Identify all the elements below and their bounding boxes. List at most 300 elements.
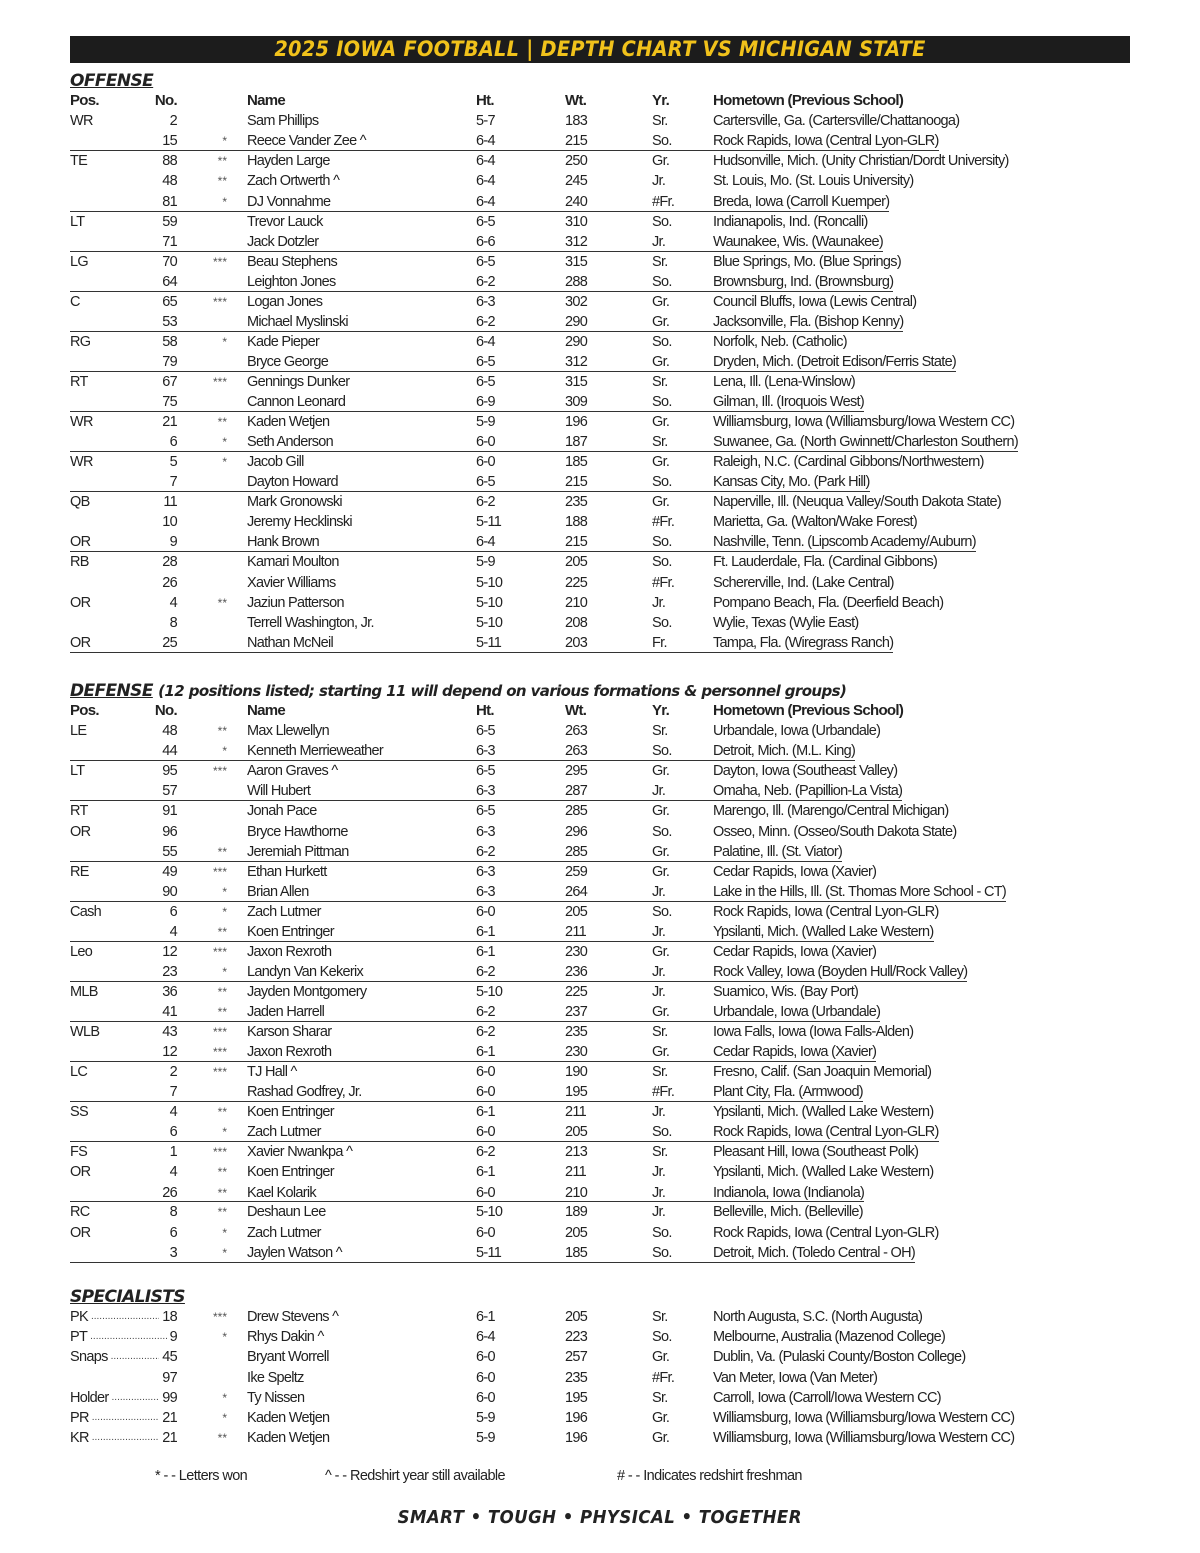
year: Jr. [652, 923, 666, 940]
column-header-row [70, 91, 903, 111]
height: 5-9 [476, 1409, 495, 1426]
position-cell [70, 1408, 177, 1428]
hometown: Jacksonville, Fla. (Bishop Kenny) [713, 313, 904, 330]
player-name: Ike Speltz [247, 1369, 304, 1386]
year: #Fr. [652, 574, 675, 591]
letters: ** [217, 724, 227, 739]
player-name: Jayden Montgomery [247, 983, 367, 1000]
player-row [70, 1347, 966, 1367]
number: 79 [162, 353, 177, 370]
letters: * [222, 334, 227, 349]
height: 6-5 [476, 373, 495, 390]
weight: 183 [565, 113, 588, 130]
height: 6-0 [476, 1389, 495, 1406]
weight: 205 [565, 1224, 588, 1241]
column-header-wt: Wt. [565, 92, 587, 109]
height: 5-9 [476, 1430, 495, 1447]
height: 6-1 [476, 1104, 495, 1121]
number: 45 [162, 1349, 177, 1366]
weight: 245 [565, 173, 588, 190]
height: 6-5 [476, 213, 495, 230]
number: 99 [162, 1389, 177, 1406]
player-name: Zach Lutmer [247, 1224, 321, 1241]
position: Cash [70, 903, 102, 920]
year: So. [652, 273, 672, 290]
number: 95 [162, 763, 177, 780]
weight: 215 [565, 534, 588, 551]
letters: ** [217, 1185, 227, 1200]
letters: ** [217, 1005, 227, 1020]
player-row [70, 1042, 876, 1062]
legend-letters: * - - Letters won [155, 1468, 248, 1484]
height: 6-3 [476, 293, 495, 310]
letters: * [222, 1245, 227, 1260]
player-row [70, 151, 1009, 171]
hometown: Omaha, Neb. (Papillion-La Vista) [713, 783, 903, 800]
weight: 213 [565, 1144, 588, 1161]
hometown: Lake in the Hills, Ill. (St. Thomas More School - CT) [713, 883, 1007, 900]
player-name: Zach Lutmer [247, 1124, 321, 1141]
year: Sr. [652, 1023, 668, 1040]
player-name: Jaden Harrell [247, 1004, 325, 1021]
player-row [70, 252, 901, 272]
number: 97 [162, 1369, 177, 1386]
weight: 196 [565, 413, 588, 430]
year: Sr. [652, 373, 668, 390]
player-name: Kaden Wetjen [247, 1409, 330, 1426]
page-title: 2025 IOWA FOOTBALL | DEPTH CHART VS MICHIGAN STATE [274, 37, 926, 61]
number: 91 [162, 803, 177, 820]
number: 8 [169, 1204, 177, 1221]
number: 64 [162, 273, 177, 290]
position-cell [70, 1368, 177, 1388]
position: PK [70, 1309, 88, 1325]
number: 41 [162, 1004, 177, 1021]
legend-redshirt: ^ - - Redshirt year still available [325, 1468, 506, 1484]
year: So. [652, 133, 672, 150]
year: Gr. [652, 293, 670, 310]
column-header-yr: Yr. [652, 92, 670, 109]
year: So. [652, 333, 672, 350]
position: RB [70, 554, 89, 571]
hometown: Ypsilanti, Mich. (Walled Lake Western) [713, 923, 934, 940]
player-row [70, 822, 957, 842]
position-cell [70, 1327, 177, 1347]
year: So. [652, 213, 672, 230]
year: Jr. [652, 173, 666, 190]
hometown: Cedar Rapids, Iowa (Xavier) [713, 943, 877, 960]
number: 49 [162, 863, 177, 880]
player-name: Jonah Pace [247, 803, 317, 820]
hometown: Marengo, Ill. (Marengo/Central Michigan) [713, 803, 949, 820]
player-row [70, 741, 855, 761]
year: Gr. [652, 763, 670, 780]
hometown: Kansas City, Mo. (Park Hill) [713, 474, 870, 491]
player-row [70, 1183, 864, 1203]
player-row [70, 111, 959, 131]
column-header-home: Hometown (Previous School) [713, 92, 904, 109]
player-name: Gennings Dunker [247, 373, 350, 390]
defense-section [70, 681, 1150, 1263]
height: 5-10 [476, 983, 503, 1000]
year: Gr. [652, 1409, 670, 1426]
player-row [70, 1388, 941, 1408]
position: WR [70, 454, 93, 470]
year: Sr. [652, 723, 668, 740]
defense-title: DEFENSE [70, 681, 153, 701]
height: 6-4 [476, 1329, 495, 1346]
year: #Fr. [652, 193, 675, 210]
weight: 287 [565, 783, 588, 800]
year: Jr. [652, 983, 666, 1000]
weight: 250 [565, 153, 588, 170]
number: 10 [162, 514, 177, 531]
player-name: Hank Brown [247, 534, 319, 551]
player-name: Ty Nissen [247, 1389, 305, 1406]
player-row [70, 1408, 1014, 1428]
weight: 215 [565, 133, 588, 150]
year: Gr. [652, 1044, 670, 1061]
letters: *** [212, 1024, 227, 1039]
number: 70 [162, 253, 177, 270]
player-row [70, 882, 1006, 902]
position: OR [70, 823, 91, 840]
column-header-wt: Wt. [565, 702, 587, 719]
year: So. [652, 823, 672, 840]
player-row [70, 1062, 931, 1082]
player-name: Ethan Hurkett [247, 863, 327, 880]
height: 6-1 [476, 1309, 495, 1325]
hometown: Schererville, Ind. (Lake Central) [713, 574, 894, 591]
hometown: Hudsonville, Mich. (Unity Christian/Dordt University) [713, 153, 1009, 170]
weight: 223 [565, 1329, 588, 1346]
legend-redshirt-freshman: # - - Indicates redshirt freshman [617, 1468, 802, 1484]
height: 6-2 [476, 494, 495, 511]
player-name: Beau Stephens [247, 253, 338, 270]
weight: 240 [565, 193, 588, 210]
position: OR [70, 1224, 91, 1241]
year: Gr. [652, 1430, 670, 1447]
player-row [70, 1243, 915, 1263]
hometown: Osseo, Minn. (Osseo/South Dakota State) [713, 823, 957, 840]
letters: * [222, 134, 227, 149]
hometown: Detroit, Mich. (Toledo Central - OH) [713, 1244, 916, 1261]
defense-subtitle: (12 positions listed; starting 11 will depend on various formations & personnel groups) [158, 682, 847, 700]
height: 6-4 [476, 193, 495, 210]
weight: 259 [565, 863, 588, 880]
height: 6-0 [476, 1124, 495, 1141]
position: RE [70, 863, 89, 880]
number: 5 [169, 454, 177, 470]
number: 65 [162, 293, 177, 310]
hometown: Wylie, Texas (Wylie East) [713, 614, 859, 631]
player-name: Trevor Lauck [247, 213, 323, 230]
player-name: TJ Hall ^ [247, 1064, 297, 1080]
player-name: Landyn Van Kekerix [247, 963, 364, 980]
weight: 235 [565, 494, 588, 511]
leader-dots [111, 1347, 160, 1367]
weight: 257 [565, 1349, 588, 1366]
player-row [70, 593, 943, 613]
player-name: Kaden Wetjen [247, 1430, 330, 1447]
height: 6-0 [476, 1064, 495, 1080]
year: So. [652, 394, 672, 411]
year: So. [652, 743, 672, 760]
height: 6-5 [476, 253, 495, 270]
weight: 290 [565, 333, 588, 350]
year: So. [652, 1224, 672, 1241]
height: 6-0 [476, 903, 495, 920]
height: 6-5 [476, 763, 495, 780]
hometown: Belleville, Mich. (Belleville) [713, 1204, 863, 1221]
number: 9 [169, 534, 177, 551]
weight: 203 [565, 635, 588, 652]
weight: 185 [565, 1244, 588, 1261]
letters: *** [212, 864, 227, 879]
hometown: Tampa, Fla. (Wiregrass Ranch) [713, 635, 894, 652]
position: Leo [70, 943, 93, 960]
hometown: Rock Valley, Iowa (Boyden Hull/Rock Valley) [713, 963, 968, 980]
year: So. [652, 1244, 672, 1261]
player-row [70, 1307, 922, 1327]
column-header-name: Name [247, 702, 286, 719]
year: So. [652, 614, 672, 631]
player-name: Karson Sharar [247, 1023, 332, 1040]
year: Sr. [652, 1309, 668, 1325]
hometown: Williamsburg, Iowa (Williamsburg/Iowa Western CC) [713, 413, 1015, 430]
number: 59 [162, 213, 177, 230]
year: Jr. [652, 1184, 666, 1201]
position: RT [70, 373, 88, 390]
player-name: Hayden Large [247, 153, 330, 170]
player-row [70, 1142, 918, 1162]
height: 6-3 [476, 863, 495, 880]
hometown: Raleigh, N.C. (Cardinal Gibbons/Northwestern) [713, 454, 984, 470]
position: WR [70, 413, 93, 430]
year: Jr. [652, 1164, 666, 1181]
height: 5-11 [476, 635, 502, 652]
weight: 263 [565, 743, 588, 760]
height: 6-1 [476, 923, 495, 940]
year: #Fr. [652, 1084, 675, 1101]
letters: * [222, 1330, 227, 1345]
offense-section [70, 71, 1150, 653]
player-name: Kaden Wetjen [247, 413, 330, 430]
year: Gr. [652, 153, 670, 170]
year: Jr. [652, 594, 666, 611]
player-row [70, 573, 894, 593]
position: KR [70, 1430, 89, 1447]
player-row [70, 392, 864, 412]
player-row [70, 1202, 863, 1222]
number: 90 [162, 883, 177, 900]
specialists-title: SPECIALISTS [70, 1287, 185, 1307]
player-row [70, 352, 956, 372]
number: 25 [162, 635, 177, 652]
height: 6-1 [476, 1164, 495, 1181]
number: 55 [162, 843, 177, 860]
height: 5-11 [476, 514, 502, 531]
player-row [70, 862, 876, 882]
weight: 215 [565, 474, 588, 491]
weight: 230 [565, 1044, 588, 1061]
year: Gr. [652, 863, 670, 880]
player-row [70, 1082, 863, 1102]
column-header-home: Hometown (Previous School) [713, 702, 904, 719]
player-row [70, 232, 883, 252]
player-row [70, 332, 847, 352]
number: 21 [162, 1409, 177, 1426]
player-name: Kenneth Merrieweather [247, 743, 384, 760]
weight: 211 [565, 1104, 587, 1121]
weight: 290 [565, 313, 588, 330]
height: 6-2 [476, 843, 495, 860]
column-header-name: Name [247, 92, 286, 109]
hometown: Pompano Beach, Fla. (Deerfield Beach) [713, 594, 944, 611]
player-name: Zach Lutmer [247, 903, 321, 920]
position: QB [70, 494, 90, 511]
player-row [70, 452, 984, 472]
player-row [70, 472, 870, 492]
year: So. [652, 554, 672, 571]
hometown: Dayton, Iowa (Southeast Valley) [713, 763, 898, 780]
year: Sr. [652, 1144, 668, 1161]
number: 12 [162, 943, 177, 960]
footer-text: SMART • TOUGH • PHYSICAL • TOGETHER [397, 1507, 803, 1528]
position: TE [70, 153, 88, 170]
letters: ** [217, 154, 227, 169]
height: 6-4 [476, 534, 495, 551]
number: 4 [169, 1104, 177, 1121]
number: 26 [162, 1184, 177, 1201]
number: 11 [163, 494, 177, 511]
height: 6-2 [476, 1023, 495, 1040]
number: 8 [169, 614, 177, 631]
height: 5-9 [476, 554, 495, 571]
player-name: Bryce Hawthorne [247, 823, 348, 840]
number: 81 [162, 193, 177, 210]
number: 71 [162, 233, 177, 250]
player-name: Kael Kolarik [247, 1184, 316, 1201]
player-name: Logan Jones [247, 293, 323, 310]
player-name: Deshaun Lee [247, 1204, 326, 1221]
leader-dots [92, 1428, 160, 1448]
weight: 205 [565, 554, 588, 571]
height: 6-0 [476, 1224, 495, 1241]
letters: * [222, 964, 227, 979]
hometown: Plant City, Fla. (Armwood) [713, 1084, 863, 1101]
specialists-heading [70, 1287, 1150, 1307]
position: OR [70, 594, 91, 611]
weight: 230 [565, 943, 588, 960]
letters: * [222, 884, 227, 899]
player-row [70, 1122, 939, 1142]
offense-heading [70, 71, 1150, 91]
height: 5-10 [476, 614, 503, 631]
player-row [70, 412, 1014, 432]
hometown: Rock Rapids, Iowa (Central Lyon-GLR) [713, 903, 939, 920]
hometown: Dryden, Mich. (Detroit Edison/Ferris State) [713, 353, 957, 370]
number: 58 [162, 333, 177, 350]
hometown: Waunakee, Wis. (Waunakee) [713, 233, 883, 250]
player-name: Leighton Jones [247, 273, 336, 290]
player-row [70, 432, 1018, 452]
hometown: Indianapolis, Ind. (Roncalli) [713, 213, 868, 230]
height: 6-2 [476, 963, 495, 980]
height: 5-9 [476, 413, 495, 430]
year: Gr. [652, 943, 670, 960]
weight: 263 [565, 723, 588, 740]
year: Gr. [652, 843, 670, 860]
height: 6-5 [476, 353, 495, 370]
hometown: Fresno, Calif. (San Joaquin Memorial) [713, 1064, 932, 1080]
player-name: Jeremy Hecklinski [247, 514, 352, 531]
number: 12 [162, 1044, 177, 1061]
letters: *** [212, 1310, 227, 1324]
height: 6-6 [476, 233, 495, 250]
letters: *** [212, 254, 227, 269]
position: SS [70, 1104, 88, 1121]
hometown: Cedar Rapids, Iowa (Xavier) [713, 1044, 877, 1061]
height: 6-5 [476, 474, 495, 491]
defense-heading [70, 681, 1150, 701]
letters: * [222, 1225, 227, 1240]
player-row [70, 131, 939, 151]
number: 9 [169, 1329, 177, 1346]
hometown: Council Bluffs, Iowa (Lewis Central) [713, 293, 917, 310]
player-row [70, 1022, 913, 1042]
player-row [70, 1102, 934, 1122]
specialists-section [70, 1287, 1150, 1448]
number: 88 [162, 153, 177, 170]
number: 21 [162, 1430, 177, 1447]
number: 4 [169, 594, 177, 611]
year: So. [652, 474, 672, 491]
player-name: Mark Gronowski [247, 494, 342, 511]
height: 6-0 [476, 434, 495, 451]
hometown: North Augusta, S.C. (North Augusta) [713, 1309, 923, 1325]
weight: 195 [565, 1389, 588, 1406]
player-name: Max Llewellyn [247, 723, 329, 740]
hometown: Nashville, Tenn. (Lipscomb Academy/Auburn) [713, 534, 976, 551]
weight: 315 [565, 373, 588, 390]
height: 6-4 [476, 133, 495, 150]
player-name: Nathan McNeil [247, 635, 333, 652]
hometown: Cedar Rapids, Iowa (Xavier) [713, 863, 877, 880]
height: 6-0 [476, 1369, 495, 1386]
position: FS [70, 1144, 88, 1161]
height: 6-3 [476, 823, 495, 840]
year: Sr. [652, 253, 668, 270]
hometown: Lena, Ill. (Lena-Winslow) [713, 373, 856, 390]
weight: 285 [565, 803, 588, 820]
player-row [70, 292, 916, 312]
player-name: Jaxon Rexroth [247, 943, 332, 960]
position: OR [70, 635, 91, 652]
player-name: Brian Allen [247, 883, 309, 900]
footer-slogan [0, 1507, 1200, 1528]
year: Sr. [652, 434, 668, 451]
letters: * [222, 1410, 227, 1425]
position: Snaps [70, 1349, 108, 1366]
number: 44 [162, 743, 177, 760]
letters: * [222, 435, 227, 450]
player-row [70, 1368, 877, 1388]
weight: 235 [565, 1369, 588, 1386]
letters: ** [217, 1105, 227, 1120]
height: 6-0 [476, 1084, 495, 1101]
weight: 190 [565, 1064, 588, 1080]
